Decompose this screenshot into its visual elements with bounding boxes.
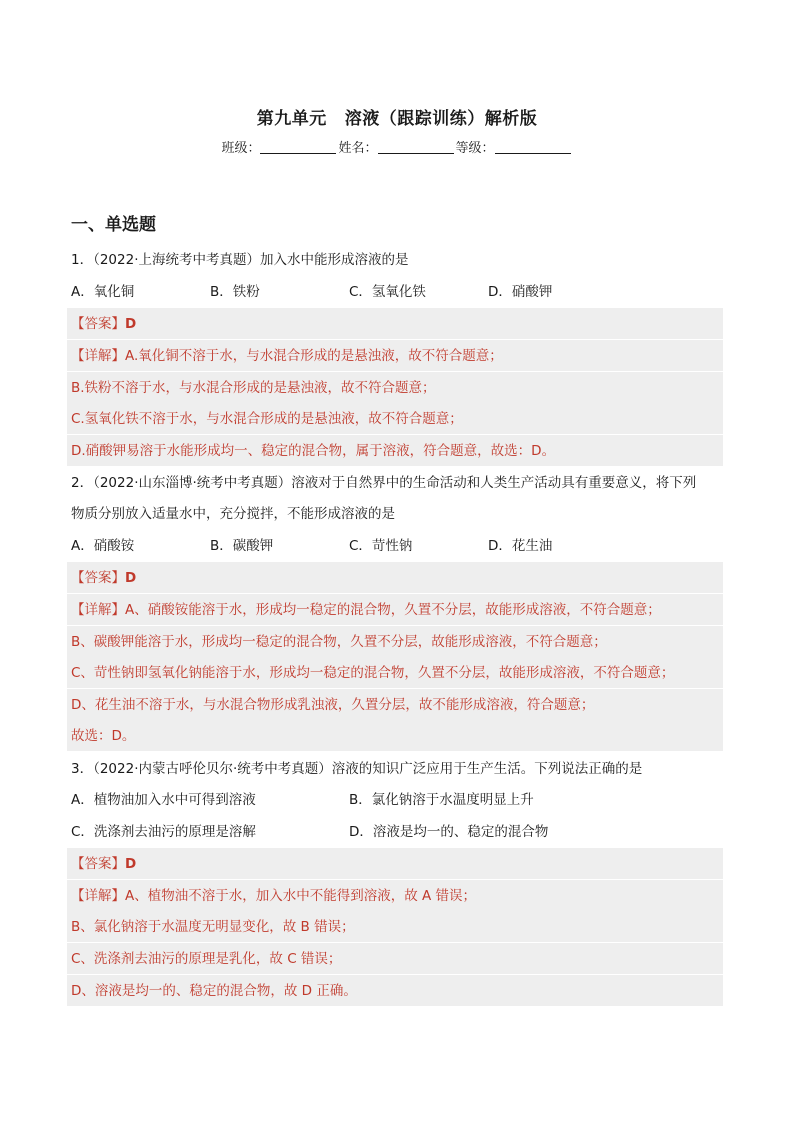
q2-answer: 【答案】D [71, 570, 137, 586]
class-label: 班级： [221, 141, 261, 156]
name-blank [378, 141, 454, 154]
q2-stem-line1: 2．（2022·山东淄博·统考中考真题）溶液对于自然界中的生命活动和人类生产活动具有重要意义，将下列 [71, 475, 697, 491]
q2-detail-2: B、碳酸钾能溶于水，形成均一稳定的混合物，久置不分层，故能形成溶液，不符合题意； [71, 634, 607, 650]
q3-option-a: A．植物油加入水中可得到溶液 [71, 792, 256, 808]
q1-detail-2: B.铁粉不溶于水，与水混合形成的是悬浊液，故不符合题意； [71, 380, 436, 396]
q2-option-d: D．花生油 [488, 538, 553, 554]
grade-blank [495, 141, 571, 154]
q3-detail-2: B、氯化钠溶于水温度无明显变化，故 B 错误； [71, 919, 355, 935]
document-title [0, 104, 794, 129]
q2-detail-3: C、苛性钠即氢氧化钠能溶于水，形成均一稳定的混合物，久置不分层，故能形成溶液，不符合题意； [71, 665, 675, 681]
student-info-line [0, 137, 794, 156]
q3-option-d: D．溶液是均一的、稳定的混合物 [349, 824, 549, 840]
q3-answer-bg [67, 848, 723, 879]
q2-detail-1: 【详解】A、硝酸铵能溶于水，形成均一稳定的混合物，久置不分层，故能形成溶液，不符合题意； [71, 602, 661, 618]
q2-option-a: A．硝酸铵 [71, 538, 135, 554]
q1-detail-3: C.氢氧化铁不溶于水，与水混合形成的是悬浊液，故不符合题意； [71, 411, 463, 427]
q2-option-c: C．苛性钠 [349, 538, 413, 554]
q1-option-c: C．氢氧化铁 [349, 284, 426, 300]
q1-answer: 【答案】D [71, 316, 137, 332]
q3-answer: 【答案】D [71, 856, 137, 872]
q2-detail-4: D、花生油不溶于水，与水混合物形成乳浊液，久置分层，故不能形成溶液，符合题意； [71, 697, 595, 713]
q3-detail-3: C、洗涤剂去油污的原理是乳化，故 C 错误； [71, 951, 342, 967]
q1-detail-1: 【详解】A.氧化铜不溶于水，与水混合形成的是悬浊液，故不符合题意； [71, 348, 503, 364]
title-topic: 溶液（跟踪训练）解析版 [344, 109, 538, 129]
class-blank [260, 141, 336, 154]
section-title: 一、单选题 [71, 215, 156, 235]
grade-label: 等级： [455, 141, 495, 156]
title-unit: 第九单元 [256, 109, 327, 129]
q2-answer-bg [67, 562, 723, 593]
q1-option-a: A．氧化铜 [71, 284, 135, 300]
q3-detail-1: 【详解】A、植物油不溶于水，加入水中不能得到溶液，故 A 错误； [71, 888, 477, 904]
q3-option-b: B．氯化钠溶于水温度明显上升 [349, 792, 534, 808]
q2-stem-line2: 物质分别放入适量水中，充分搅拌，不能形成溶液的是 [71, 506, 395, 522]
q3-detail-4: D、溶液是均一的、稳定的混合物，故 D 正确。 [71, 983, 357, 999]
q1-stem: 1．（2022·上海统考中考真题）加入水中能形成溶液的是 [71, 252, 409, 268]
q3-option-c: C．洗涤剂去油污的原理是溶解 [71, 824, 256, 840]
q2-detail-bg-5 [67, 720, 723, 751]
q2-option-b: B．碳酸钾 [210, 538, 274, 554]
q1-option-d: D．硝酸钾 [488, 284, 553, 300]
q2-detail-5: 故选：D。 [71, 728, 136, 744]
q3-stem: 3．（2022·内蒙古呼伦贝尔·统考中考真题）溶液的知识广泛应用于生产生活。下列说法正确的是 [71, 761, 643, 777]
q1-option-b: B．铁粉 [210, 284, 260, 300]
name-label: 姓名： [338, 141, 378, 156]
q1-answer-bg [67, 308, 723, 339]
q1-detail-4: D.硝酸钾易溶于水能形成均一、稳定的混合物，属于溶液，符合题意，故选：D。 [71, 443, 556, 459]
